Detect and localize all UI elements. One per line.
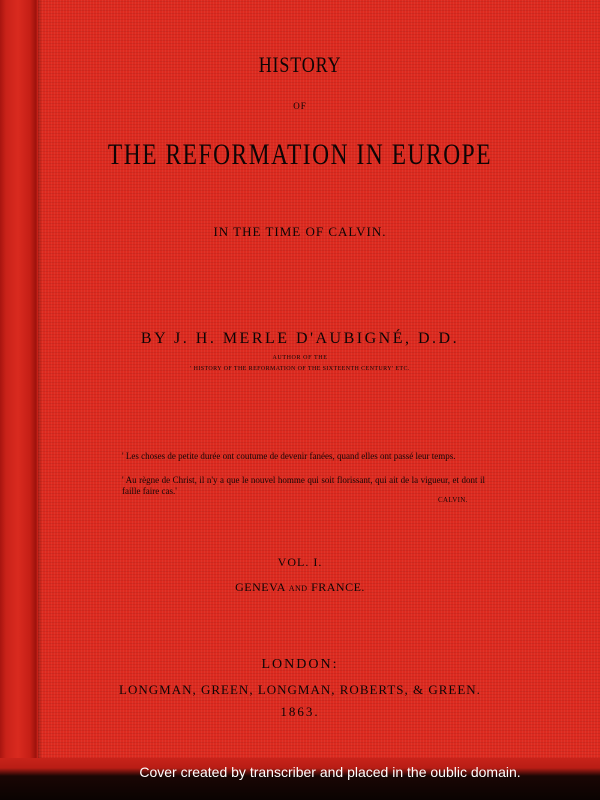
title-line-history: HISTORY <box>258 52 342 77</box>
volume-title-france: FRANCE. <box>311 580 365 594</box>
publication-place: LONDON: <box>261 657 339 672</box>
volume-title <box>40 580 560 595</box>
book-spine <box>0 0 38 800</box>
volume-number: VOL. I. <box>277 555 323 569</box>
epigraph-quote-1: ' Les choses de petite durée ont coutume de devenir fanées, quand elles ont passé leur temps. <box>122 451 456 461</box>
author-note-line2: ' HISTORY OF THE REFORMATION OF THE SIXTEENTH CENTURY' ETC. <box>190 366 410 372</box>
transcriber-credit: Cover created by transcriber and placed in the oublic domain. <box>139 764 521 780</box>
epigraph-attribution: CALVIN. <box>438 496 468 504</box>
author-note-line1: AUTHOR OF THE <box>272 355 328 361</box>
volume-title-geneva: GENEVA <box>235 580 286 594</box>
volume-title-and: AND <box>288 584 308 593</box>
spine-shadow <box>38 0 42 800</box>
subtitle: IN THE TIME OF CALVIN. <box>213 224 387 239</box>
publication-year: 1863. <box>280 704 320 719</box>
main-title: THE REFORMATION IN EUROPE <box>107 138 493 171</box>
epigraph-quote-2: ' Au règne de Christ, il n'y a que le nouvel homme qui soit florissant, qui ait de la vigueur, et dont il faille faire cas.' <box>122 475 485 496</box>
author-line: BY J. H. MERLE D'AUBIGNÉ, D.D. <box>140 330 460 347</box>
title-line-of: OF <box>293 101 307 111</box>
publisher: LONGMAN, GREEN, LONGMAN, ROBERTS, & GREEN. <box>119 682 481 697</box>
